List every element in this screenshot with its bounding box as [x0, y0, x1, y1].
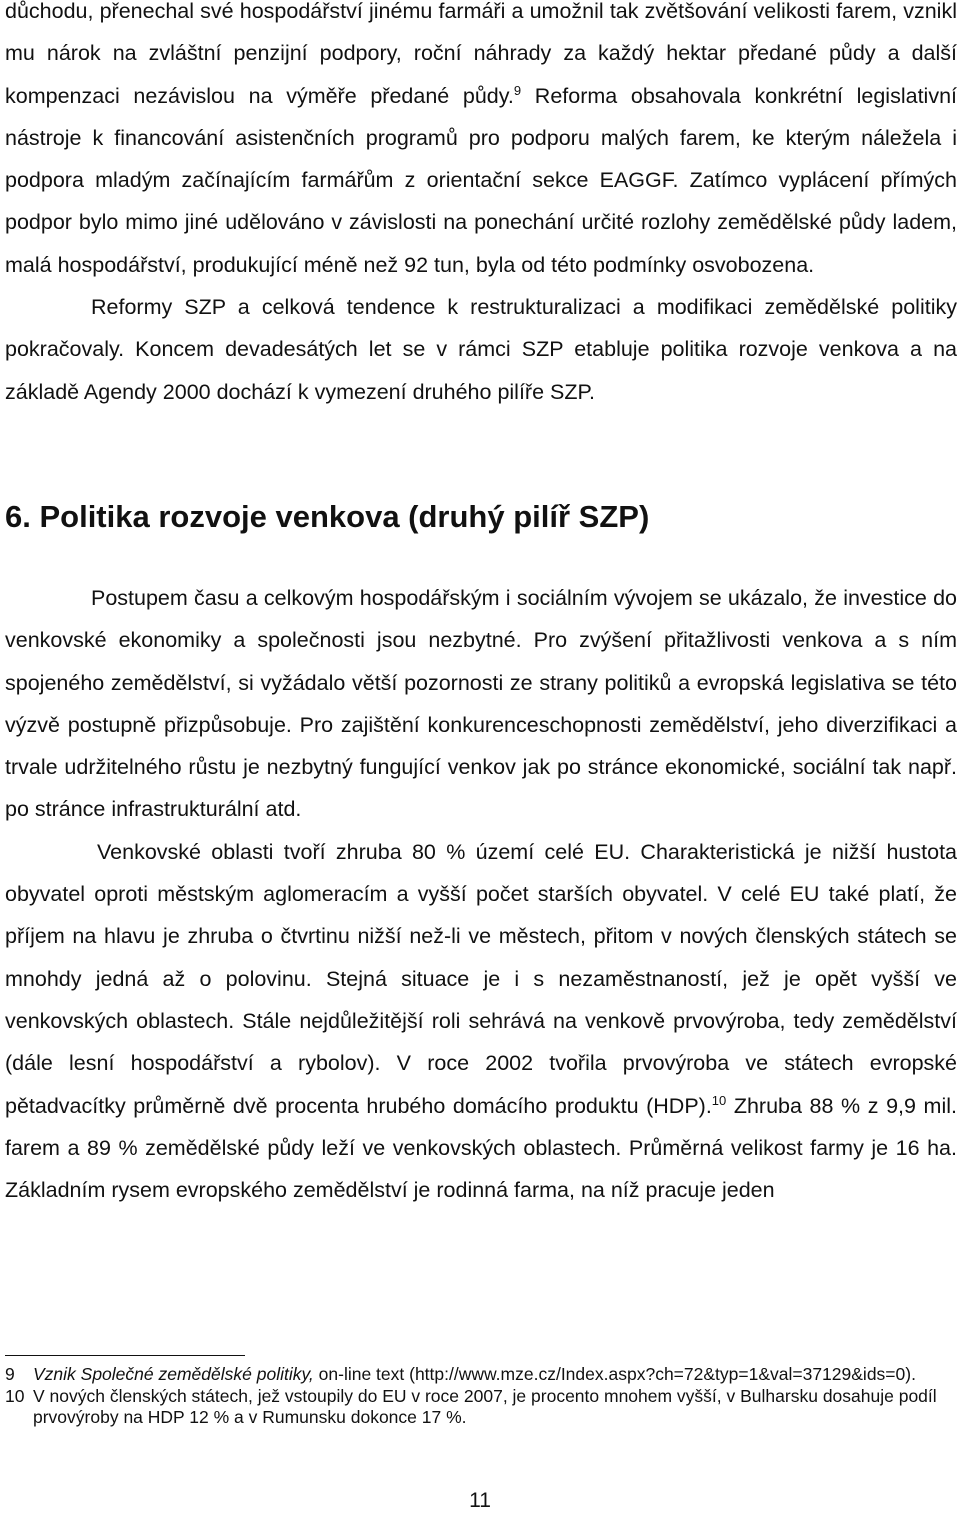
intro-paragraph-1 [5, 0, 957, 286]
footnote-source-detail[interactable]: on-line text (http://www.mze.cz/Index.aspx?ch=72&typ=1&val=37129&ids=0). [313, 1364, 916, 1384]
footnote-text: V nových členských státech, jež vstoupily do EU v roce 2007, je procento mnohem vyšší, v Bulharsku dosahuje podíl prvovýroby na HDP 12 % a v Rumunsku dokonce 17 %. [33, 1385, 937, 1427]
footnote-ref-10[interactable]: 10 [711, 1092, 727, 1108]
intro-paragraph-2: Reformy SZP a celková tendence k restrukturalizaci a modifikaci zemědělské politiky pokračovaly. Koncem devadesátých let se v rámci SZP etabluje politika rozvoje venkova a na základě Agendy 2000 dochází k vymezení druhého pilíře SZP. [5, 295, 957, 404]
footnote-separator [5, 1355, 245, 1356]
footnote-item [5, 1386, 957, 1429]
footnotes [5, 1364, 957, 1429]
page-number: 11 [469, 1489, 491, 1512]
footnote-number: 10 [5, 1385, 25, 1406]
section-text-2a: Venkovské oblasti tvoří zhruba 80 % území celé EU. Charakteristická je nižší hustota obyvatel oproti městským aglomeracím a vyšší počet starších obyvatel. V celé EU také platí, že příjem na hlavu je zhruba o čtvrtinu nižší než-li ve městech, přitom v nových členských státech se mnohdy jedná až o polovinu. Stejná situace je i s nezaměstnaností, jež je opět vyšší ve venkovských oblastech. Stále nejdůležitější roli sehrává na venkově prvovýroba, tedy zemědělství (dále lesní hospodářství a rybolov). V roce 2002 tvořila prvovýroba ve státech evropské pětadvacítky průměrně dvě procenta hrubého domácího produktu (HDP). [5, 839, 957, 1118]
section-paragraph-1: Postupem času a celkovým hospodářským i sociálním vývojem se ukázalo, že investice do venkovské ekonomiky a společnosti jsou nezbytné. Pro zvýšení přitažlivosti venkova a s ním spojeného zemědělství, si vyžádalo větší pozornosti ze strany politiků a evropská legislativa se této výzvě postupně přizpůsobuje. Pro zajištění konkurenceschopnosti zemědělství, jeho diverzifikaci a trvale udržitelného růstu je nezbytný fungující venkov jak po stránce ekonomické, sociální tak např. po stránce infrastrukturální atd. [5, 585, 957, 822]
footnote-ref-9[interactable]: 9 [513, 82, 522, 98]
footnote-item [5, 1364, 957, 1386]
section-paragraph-2 [5, 831, 957, 1212]
footnote-number: 9 [5, 1364, 15, 1384]
intro-text-1a: důchodu, přenechal své hospodářství jinému farmáři a umožnil tak zvětšování velikosti farem, vznikl mu nárok na zvláštní penzijní podpory, roční náhrady za každý hektar předané půdy a další kompenzaci nezávislou na výměře předané půdy. [5, 0, 957, 108]
footnote-text [33, 1364, 957, 1386]
section-heading: 6. Politika rozvoje venkova (druhý pilíř SZP) [5, 498, 650, 534]
page-body [5, 0, 957, 1211]
section-text-2b: Zhruba 88 % z 9,9 mil. farem a 89 % zemědělské půdy leží ve venkovských oblastech. Průměrná velikost farmy je 16 ha. Základním rysem evropského zemědělství je rodinná farma, na níž pracuje jeden [5, 1093, 957, 1203]
intro-text-1b: Reforma obsahovala konkrétní legislativní nástroje k financování asistenčních programů pro podporu malých farem, ke kterým náležela i podpora mladým začínajícím farmářům z orientační sekce EAGGF. Zatímco vyplácení přímých podpor bylo mimo jiné udělováno v závislosti na ponechání určité rozlohy zemědělské půdy ladem, malá hospodářství, produkující méně než 92 tun, byla od této podmínky osvobozena. [5, 83, 957, 277]
footnote-source-title: Vznik Společné zemědělské politiky, [33, 1364, 314, 1384]
